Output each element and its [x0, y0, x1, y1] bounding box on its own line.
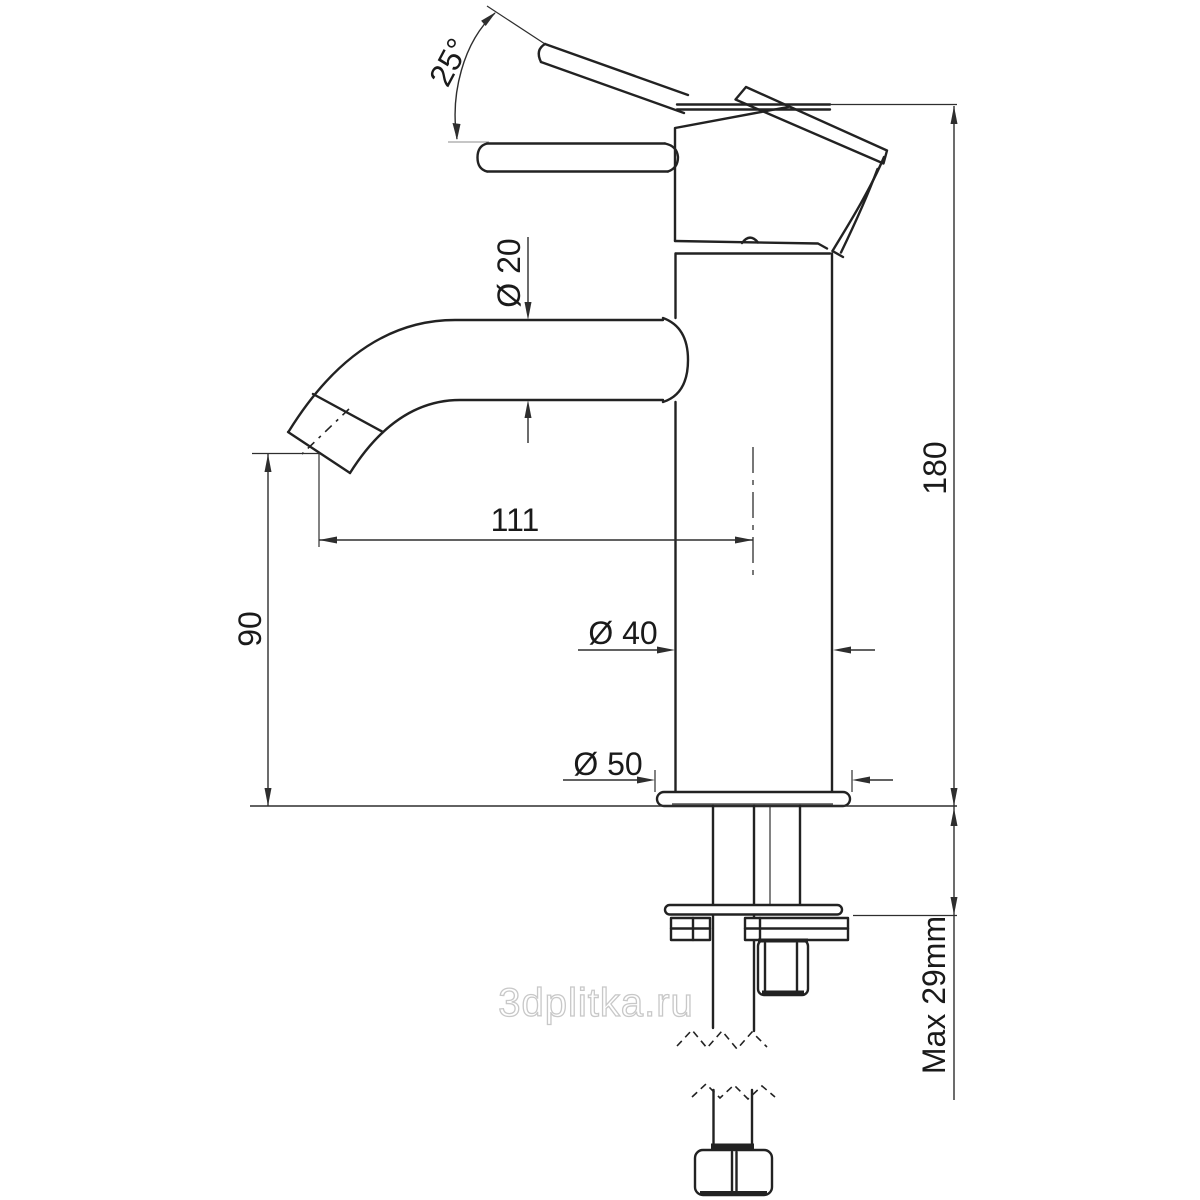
dim-overall-height [830, 105, 958, 807]
cartridge-head [675, 87, 887, 257]
overall-height-label: 180 [917, 441, 954, 495]
horseshoe-washer [665, 905, 842, 915]
pipe-break-lower [692, 1084, 775, 1099]
dim-body-diameter [578, 615, 875, 654]
spout-aerator [288, 394, 383, 473]
aerator-centerline [302, 409, 349, 454]
spout-reach-label: 111 [490, 502, 540, 538]
spout-height-label: 90 [232, 611, 269, 647]
handle-horizontal [448, 142, 678, 172]
spout [288, 318, 688, 473]
clamp-plate-left [671, 918, 710, 940]
dim-spout-diameter [491, 237, 531, 443]
break-lines [677, 1030, 775, 1099]
dim-base-diameter [563, 746, 893, 792]
pipe-break-upper [677, 1030, 767, 1049]
cap-edge-strip [736, 87, 888, 164]
handle-end-cap [478, 144, 488, 172]
hose-tail-fitting [695, 1090, 772, 1196]
handle-extension-line [487, 6, 545, 44]
base-diameter-label: Ø 50 [573, 746, 643, 782]
handle-end-cap [539, 44, 545, 62]
watermark-text: 3dplitka.ru [498, 981, 694, 1025]
spout-diameter-label: Ø 20 [491, 238, 528, 308]
handle-angle-label: 25° [421, 32, 477, 92]
handle-raised [487, 6, 688, 113]
body-diameter-label: Ø 40 [588, 615, 658, 651]
clamp-plate-right [745, 918, 848, 940]
faucet-body [676, 254, 833, 792]
base-flange [657, 792, 850, 806]
aerator-ring [313, 394, 383, 432]
dim-handle-angle [422, 12, 496, 140]
hex-nut-upper [758, 939, 808, 996]
max-thickness-label: Max 29mm [916, 915, 953, 1075]
dim-max-thickness [853, 806, 958, 1100]
dim-spout-height [232, 454, 320, 807]
spout-root-fillet [663, 318, 688, 402]
dim-spout-reach [319, 452, 753, 547]
hex-nut-lower [695, 1150, 772, 1195]
